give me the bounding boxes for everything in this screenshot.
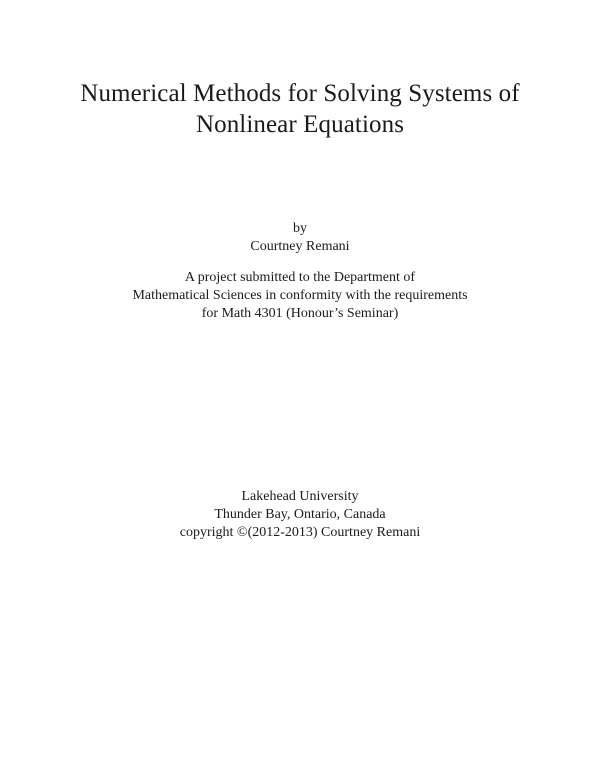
institution-block	[0, 488, 600, 542]
description-line-1: A project submitted to the Department of	[184, 270, 416, 285]
by-label: by	[293, 221, 307, 236]
description-line-2: Mathematical Sciences in conformity with the requirements	[132, 288, 468, 303]
university-location: Thunder Bay, Ontario, Canada	[214, 507, 386, 522]
author-name: Courtney Remani	[250, 239, 350, 254]
copyright-notice: copyright ©(2012-2013) Courtney Remani	[179, 525, 421, 540]
description-line-3: for Math 4301 (Honour’s Seminar)	[201, 306, 399, 321]
document-title	[0, 78, 600, 140]
title-line-1: Numerical Methods for Solving Systems of	[80, 80, 520, 107]
university-name: Lakehead University	[241, 489, 359, 504]
author-block	[0, 220, 600, 256]
project-description	[0, 269, 600, 323]
title-line-2: Nonlinear Equations	[195, 111, 405, 138]
